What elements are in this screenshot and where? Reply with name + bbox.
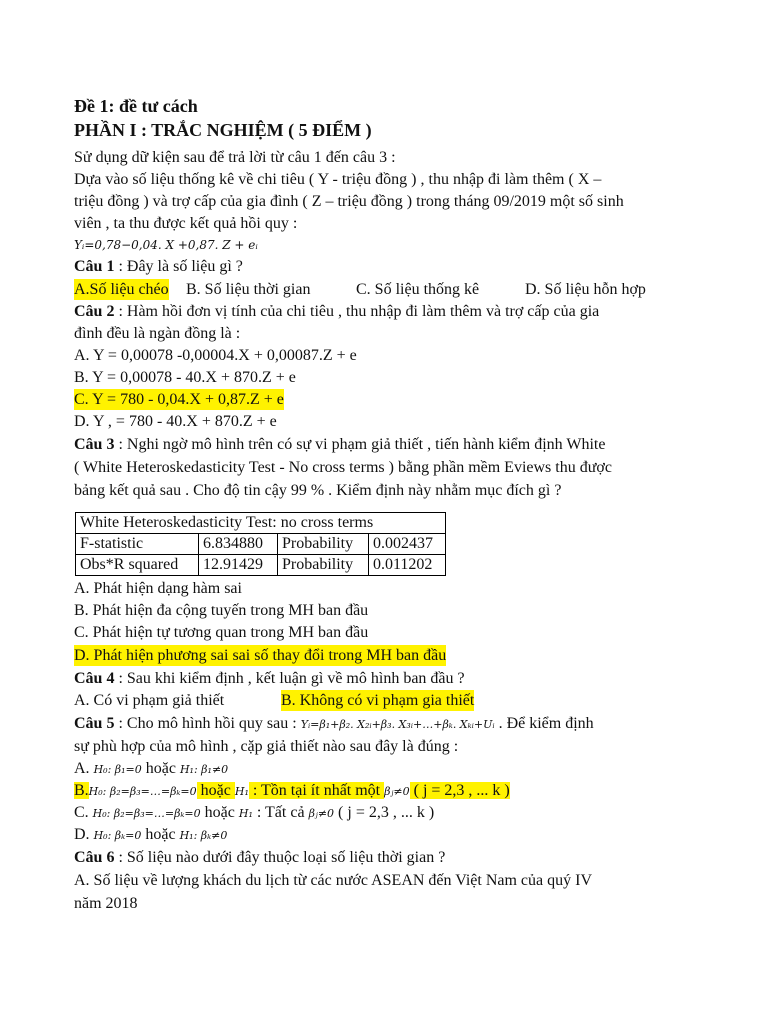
context-line: viên , ta thu được kết quả hồi quy : <box>74 215 298 232</box>
table-cell: 0.011202 <box>369 555 446 576</box>
option-letter: C. <box>74 804 89 821</box>
q4-option-b: B. Không có vi phạm gia thiết <box>281 692 475 709</box>
q5-option-c <box>74 802 434 824</box>
index-range: ( j = 2,3 , ... k ) <box>334 804 435 821</box>
q1-option-b: B. Số liệu thời gian <box>186 281 311 298</box>
q2-option-a: A. Y = 0,00078 -0,00004.X + 0,00087.Z + e <box>74 347 357 364</box>
question-text-cont: đình đều là ngàn đồng là : <box>74 325 241 342</box>
question-text: : Cho mô hình hồi quy sau : <box>114 715 301 732</box>
context-line: triệu đồng ) và trợ cấp của gia đình ( Z – triệu đồng ) trong tháng 09/2019 một số sinh <box>74 193 624 210</box>
table-cell: Obs*R squared <box>76 555 199 576</box>
context-line: Dựa vào số liệu thống kê về chi tiêu ( Y - triệu đồng ) , thu nhập đi làm thêm ( X – <box>74 171 602 188</box>
or-word: hoặc <box>141 826 180 843</box>
option-letter: D. <box>74 826 90 843</box>
question-label: Câu 6 <box>74 849 115 866</box>
q1-option-c: C. Số liệu thống kê <box>356 281 480 298</box>
question-3 <box>74 434 605 455</box>
question-label: Câu 4 <box>74 670 115 687</box>
h1-formula: H₁ <box>234 785 249 798</box>
model-equation: Yᵢ=β₁+β₂. X₂ᵢ+β₃. X₃ᵢ+…+βₖ. Xₖᵢ+Uᵢ <box>300 718 495 731</box>
white-test-table <box>75 512 446 576</box>
table-cell: 0.002437 <box>369 534 446 555</box>
q1-option-a: A.Số liệu chéo <box>74 281 169 298</box>
question-2 <box>74 301 599 322</box>
question-label: Câu 2 <box>74 303 115 320</box>
question-text: : Đây là số liệu gì ? <box>114 258 243 275</box>
q3-option-d: D. Phát hiện phương sai sai số thay đổi trong MH ban đầu <box>74 647 447 664</box>
table-cell: F-statistic <box>76 534 199 555</box>
question-text: . Để kiểm định <box>494 715 594 732</box>
q3-option-a: A. Phát hiện dạng hàm sai <box>74 580 242 597</box>
question-text-cont: bảng kết quả sau . Cho độ tin cậy 99 % . Kiểm định này nhằm mục đích gì ? <box>74 482 562 499</box>
question-label: Câu 3 <box>74 436 115 453</box>
table-header: White Heteroskedasticity Test: no cross terms <box>76 513 446 534</box>
q4-option-a: A. Có vi phạm giả thiết <box>74 692 225 709</box>
section-title: PHẦN I : TRẮC NGHIỆM ( 5 ĐIỂM ) <box>74 120 372 140</box>
h0-formula: H₀: βₖ=0 <box>93 829 142 842</box>
or-word: hoặc <box>141 760 180 777</box>
index-range: ( j = 2,3 , ... k ) <box>409 782 510 799</box>
h0-formula: H₀: β₂=β₃=…=βₖ=0 <box>92 807 201 820</box>
question-text: : Hàm hồi đơn vị tính của chi tiêu , thu nhập đi làm thêm và trợ cấp của gia <box>114 303 600 320</box>
question-text-cont: sự phù hợp của mô hình , cặp giả thiết nào sau đây là đúng : <box>74 738 459 755</box>
or-word: hoặc <box>196 782 235 799</box>
regression-equation: Yᵢ=0,78−0,04. X +0,87. Z + eᵢ <box>74 238 258 252</box>
question-4 <box>74 668 465 689</box>
question-5 <box>74 713 594 735</box>
q2-option-c: C. Y = 780 - 0,04.X + 0,87.Z + e <box>74 391 284 408</box>
question-text-cont: ( White Heteroskedasticity Test - No cross terms ) bằng phần mềm Eviews thu được <box>74 459 612 476</box>
q3-option-b: B. Phát hiện đa cộng tuyến trong MH ban đầu <box>74 602 369 619</box>
q5-option-b <box>74 780 510 802</box>
document-heading: Đề 1: đề tư cách <box>74 96 198 116</box>
q3-option-c: C. Phát hiện tự tương quan trong MH ban đầu <box>74 624 369 641</box>
h1-formula: H₁ <box>238 807 253 820</box>
question-label: Câu 5 <box>74 715 115 732</box>
table-row <box>76 555 446 576</box>
h0-formula: H₀: β₁=0 <box>93 763 142 776</box>
beta-condition: βⱼ≠0 <box>308 807 335 820</box>
table-cell: 12.91429 <box>199 555 278 576</box>
q5-option-d <box>74 824 227 846</box>
question-text: : Số liệu nào dưới đây thuộc loại số liệu thời gian ? <box>114 849 446 866</box>
question-label: Câu 1 <box>74 258 115 275</box>
condition-text: : Tất cả <box>252 804 309 821</box>
h1-formula: H₁: βₖ≠0 <box>179 829 228 842</box>
table-header-row <box>76 513 446 534</box>
question-6 <box>74 847 445 868</box>
intro-text: Sử dụng dữ kiện sau để trả lời từ câu 1 đến câu 3 : <box>74 149 396 166</box>
question-text: : Sau khi kiểm định , kết luận gì về mô hình ban đầu ? <box>114 670 465 687</box>
q6-option-a: A. Số liệu về lượng khách du lịch từ các nước ASEAN đến Việt Nam của quý IV <box>74 872 593 889</box>
q2-option-b: B. Y = 0,00078 - 40.X + 870.Z + e <box>74 369 296 386</box>
q2-option-d: D. Y , = 780 - 40.X + 870.Z + e <box>74 413 277 430</box>
or-word: hoặc <box>200 804 239 821</box>
question-1 <box>74 256 243 277</box>
option-letter: B. <box>74 782 89 799</box>
q1-option-d: D. Số liệu hỗn hợp <box>525 281 646 298</box>
beta-condition: βⱼ≠0 <box>384 785 410 798</box>
h0-formula: H₀: β₂=β₃=…=βₖ=0 <box>88 785 197 798</box>
table-cell: Probability <box>278 534 369 555</box>
q6-option-a-cont: năm 2018 <box>74 895 138 912</box>
q5-option-a <box>74 758 228 780</box>
table-row <box>76 534 446 555</box>
option-letter: A. <box>74 760 90 777</box>
h1-formula: H₁: β₁≠0 <box>179 763 229 776</box>
table-cell: Probability <box>278 555 369 576</box>
condition-text: : Tồn tại ít nhất một <box>248 782 385 799</box>
table-cell: 6.834880 <box>199 534 278 555</box>
question-text: : Nghi ngờ mô hình trên có sự vi phạm giả thiết , tiến hành kiểm định White <box>114 436 606 453</box>
